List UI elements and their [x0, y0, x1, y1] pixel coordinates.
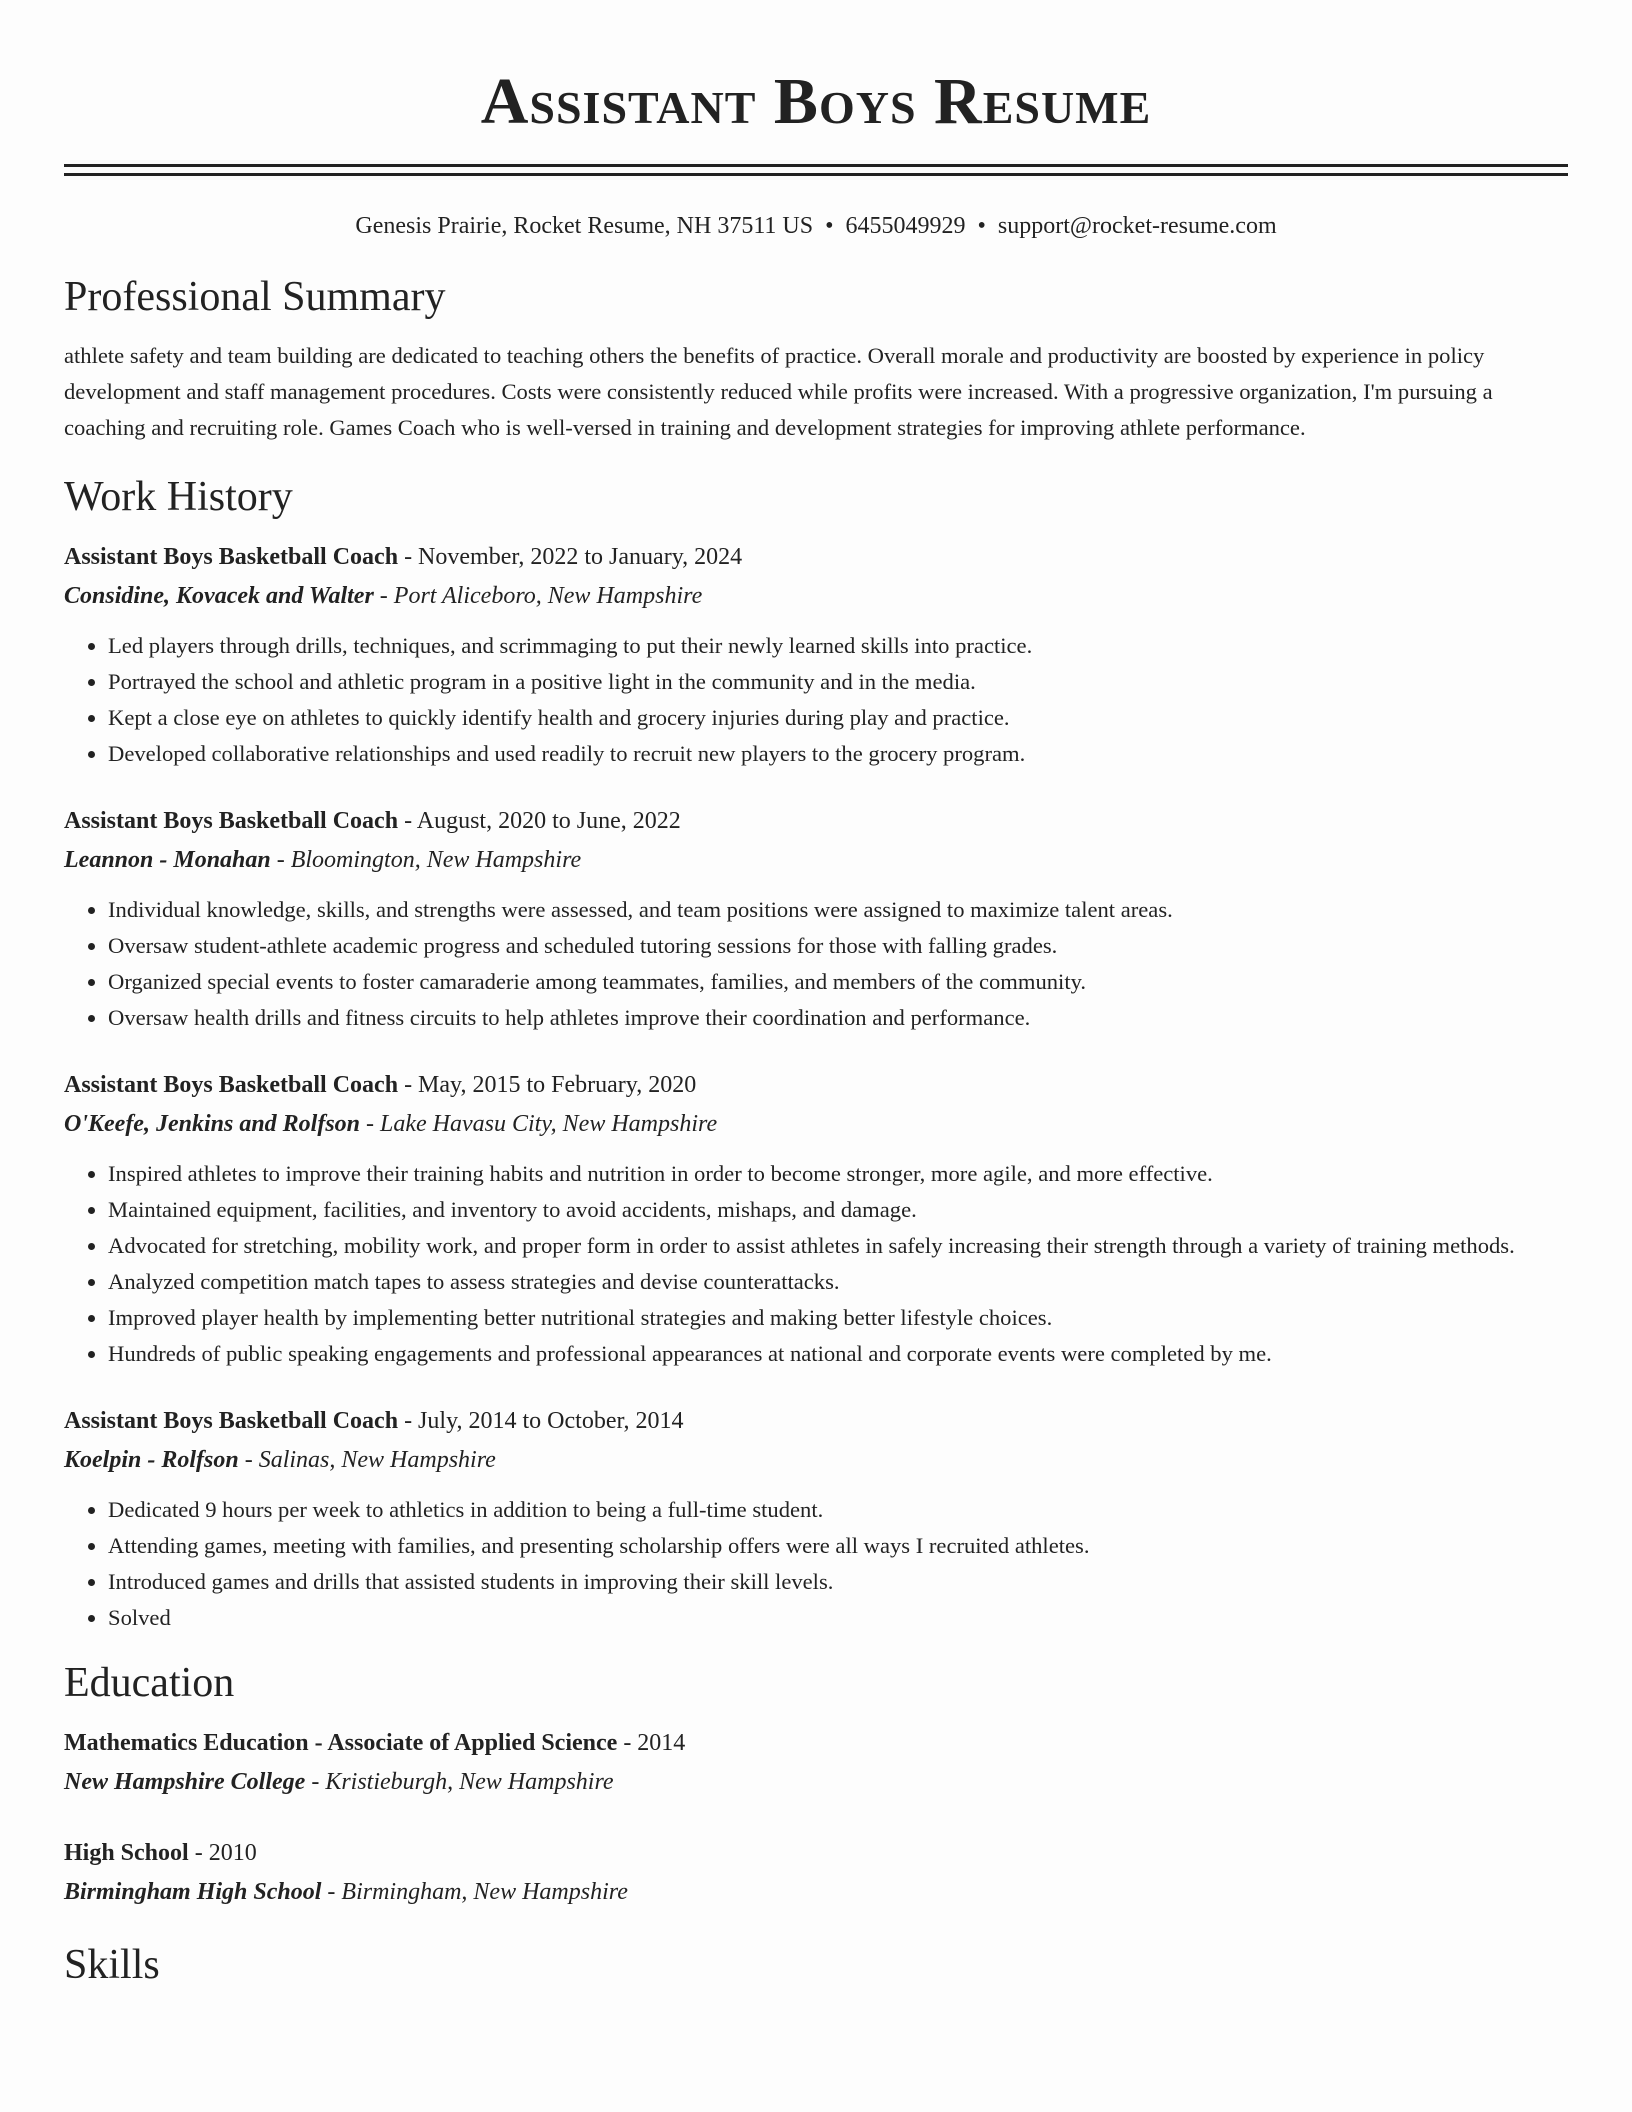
job-bullet: • Portrayed the school and athletic program in a positive light in the community and in the media. [108, 664, 1568, 700]
job-dates: - May, 2015 to February, 2020 [398, 1072, 697, 1098]
education-school: Birmingham High School [64, 1879, 322, 1905]
job-role: Assistant Boys Basketball Coach [64, 544, 399, 570]
education-degree-line [64, 1724, 1568, 1762]
job-bullet: • Solved [108, 1600, 1568, 1636]
job-entry [64, 538, 1568, 772]
resume-page [64, 0, 1568, 1990]
job-bullet: • Improved player health by implementing better nutritional strategies and making better lifestyle choices. [108, 1300, 1568, 1336]
summary-text: athlete safety and team building are dedicated to teaching others the benefits of practice. Overall morale and productivity are boosted by experience in policy development and staff management procedures. Costs were consistently reduced while profits were increased. With a progressive organization, I'm pursuing a coaching and recruiting role. Games Coach who is well-versed in training and development strategies for improving athlete performance. [64, 343, 1493, 440]
job-company: O'Keefe, Jenkins and Rolfson [64, 1111, 361, 1137]
job-bullet: • Kept a close eye on athletes to quickly identify health and grocery injuries during play and practice. [108, 700, 1568, 736]
job-entry [64, 1402, 1568, 1636]
education-heading: Education [64, 1660, 235, 1706]
contact-separator: • [825, 213, 834, 239]
job-entry [64, 1066, 1568, 1372]
job-bullet: • Attending games, meeting with families, and presenting scholarship offers were all ways I recruited athletes. [108, 1528, 1568, 1564]
education-entry [64, 1724, 1568, 1802]
education-location: - Kristieburgh, New Hampshire [305, 1769, 614, 1795]
job-dates: - July, 2014 to October, 2014 [398, 1408, 684, 1434]
contact-email: support@rocket-resume.com [997, 213, 1277, 239]
education-degree-line [64, 1834, 1568, 1872]
job-company-line [64, 1104, 1568, 1144]
education-degree: High School [64, 1840, 189, 1866]
job-title-line [64, 1402, 1568, 1440]
job-bullet: • Hundreds of public speaking engagements and professional appearances at national and corporate events were completed by me. [108, 1336, 1568, 1372]
education-school: New Hampshire College [64, 1769, 306, 1795]
job-dates: - August, 2020 to June, 2022 [398, 808, 681, 834]
job-dates: - November, 2022 to January, 2024 [398, 544, 743, 570]
job-company-line [64, 576, 1568, 616]
job-bullet: • Introduced games and drills that assisted students in improving their skill levels. [108, 1564, 1568, 1600]
job-bullets [64, 1492, 1568, 1636]
job-role: Assistant Boys Basketball Coach [64, 808, 399, 834]
title-rule-bottom [64, 173, 1568, 176]
job-company-line [64, 1440, 1568, 1480]
education-school-line [64, 1872, 1568, 1912]
job-title-line [64, 1066, 1568, 1104]
job-company-line [64, 840, 1568, 880]
job-location: - Lake Havasu City, New Hampshire [360, 1111, 718, 1137]
job-bullet: • Developed collaborative relationships and used readily to recruit new players to the grocery program. [108, 736, 1568, 772]
job-company: Leannon - Monahan [64, 847, 271, 873]
job-bullets [64, 628, 1568, 772]
job-title-line [64, 538, 1568, 576]
job-title-line [64, 802, 1568, 840]
education-year: - 2010 [188, 1840, 257, 1866]
contact-phone: 6455049929 [845, 213, 966, 239]
job-bullets [64, 1156, 1568, 1372]
contact-separator: • [977, 213, 986, 239]
job-bullet: • Organized special events to foster camaraderie among teammates, families, and members of the community. [108, 964, 1568, 1000]
education-degree: Mathematics Education - Associate of Applied Science [64, 1730, 618, 1756]
job-bullet: • Oversaw student-athlete academic progress and scheduled tutoring sessions for those with falling grades. [108, 928, 1568, 964]
job-bullets [64, 892, 1568, 1036]
job-bullet: • Maintained equipment, facilities, and inventory to avoid accidents, mishaps, and damage. [108, 1192, 1568, 1228]
job-entry [64, 802, 1568, 1036]
job-role: Assistant Boys Basketball Coach [64, 1072, 399, 1098]
job-location: - Bloomington, New Hampshire [270, 847, 582, 873]
job-role: Assistant Boys Basketball Coach [64, 1408, 399, 1434]
resume-title: Assistant Boys Resume [480, 65, 1152, 138]
education-year: - 2014 [617, 1730, 686, 1756]
job-bullet: • Dedicated 9 hours per week to athletics in addition to being a full-time student. [108, 1492, 1568, 1528]
education-entry [64, 1834, 1568, 1912]
contact-address: Genesis Prairie, Rocket Resume, NH 37511 US [355, 213, 814, 239]
education-school-line [64, 1762, 1568, 1802]
job-bullet: • Analyzed competition match tapes to assess strategies and devise counterattacks. [108, 1264, 1568, 1300]
work-history-heading: Work History [64, 474, 293, 520]
job-location: - Port Aliceboro, New Hampshire [373, 583, 703, 609]
education-location: - Birmingham, New Hampshire [321, 1879, 628, 1905]
job-location: - Salinas, New Hampshire [238, 1447, 496, 1473]
summary-heading: Professional Summary [64, 274, 446, 320]
skills-heading: Skills [64, 1942, 160, 1988]
job-bullet: • Inspired athletes to improve their training habits and nutrition in order to become stronger, more agile, and more effective. [108, 1156, 1568, 1192]
job-bullet: • Led players through drills, techniques, and scrimmaging to put their newly learned skills into practice. [108, 628, 1568, 664]
job-bullet: • Individual knowledge, skills, and strengths were assessed, and team positions were assigned to maximize talent areas. [108, 892, 1568, 928]
job-company: Considine, Kovacek and Walter [64, 583, 374, 609]
job-bullet: • Oversaw health drills and fitness circuits to help athletes improve their coordination and performance. [108, 1000, 1568, 1036]
job-bullet: • Advocated for stretching, mobility work, and proper form in order to assist athletes in safely increasing their strength through a variety of training methods. [108, 1228, 1568, 1264]
contact-line [64, 210, 1568, 242]
job-company: Koelpin - Rolfson [64, 1447, 239, 1473]
title-rule-top [64, 164, 1568, 167]
